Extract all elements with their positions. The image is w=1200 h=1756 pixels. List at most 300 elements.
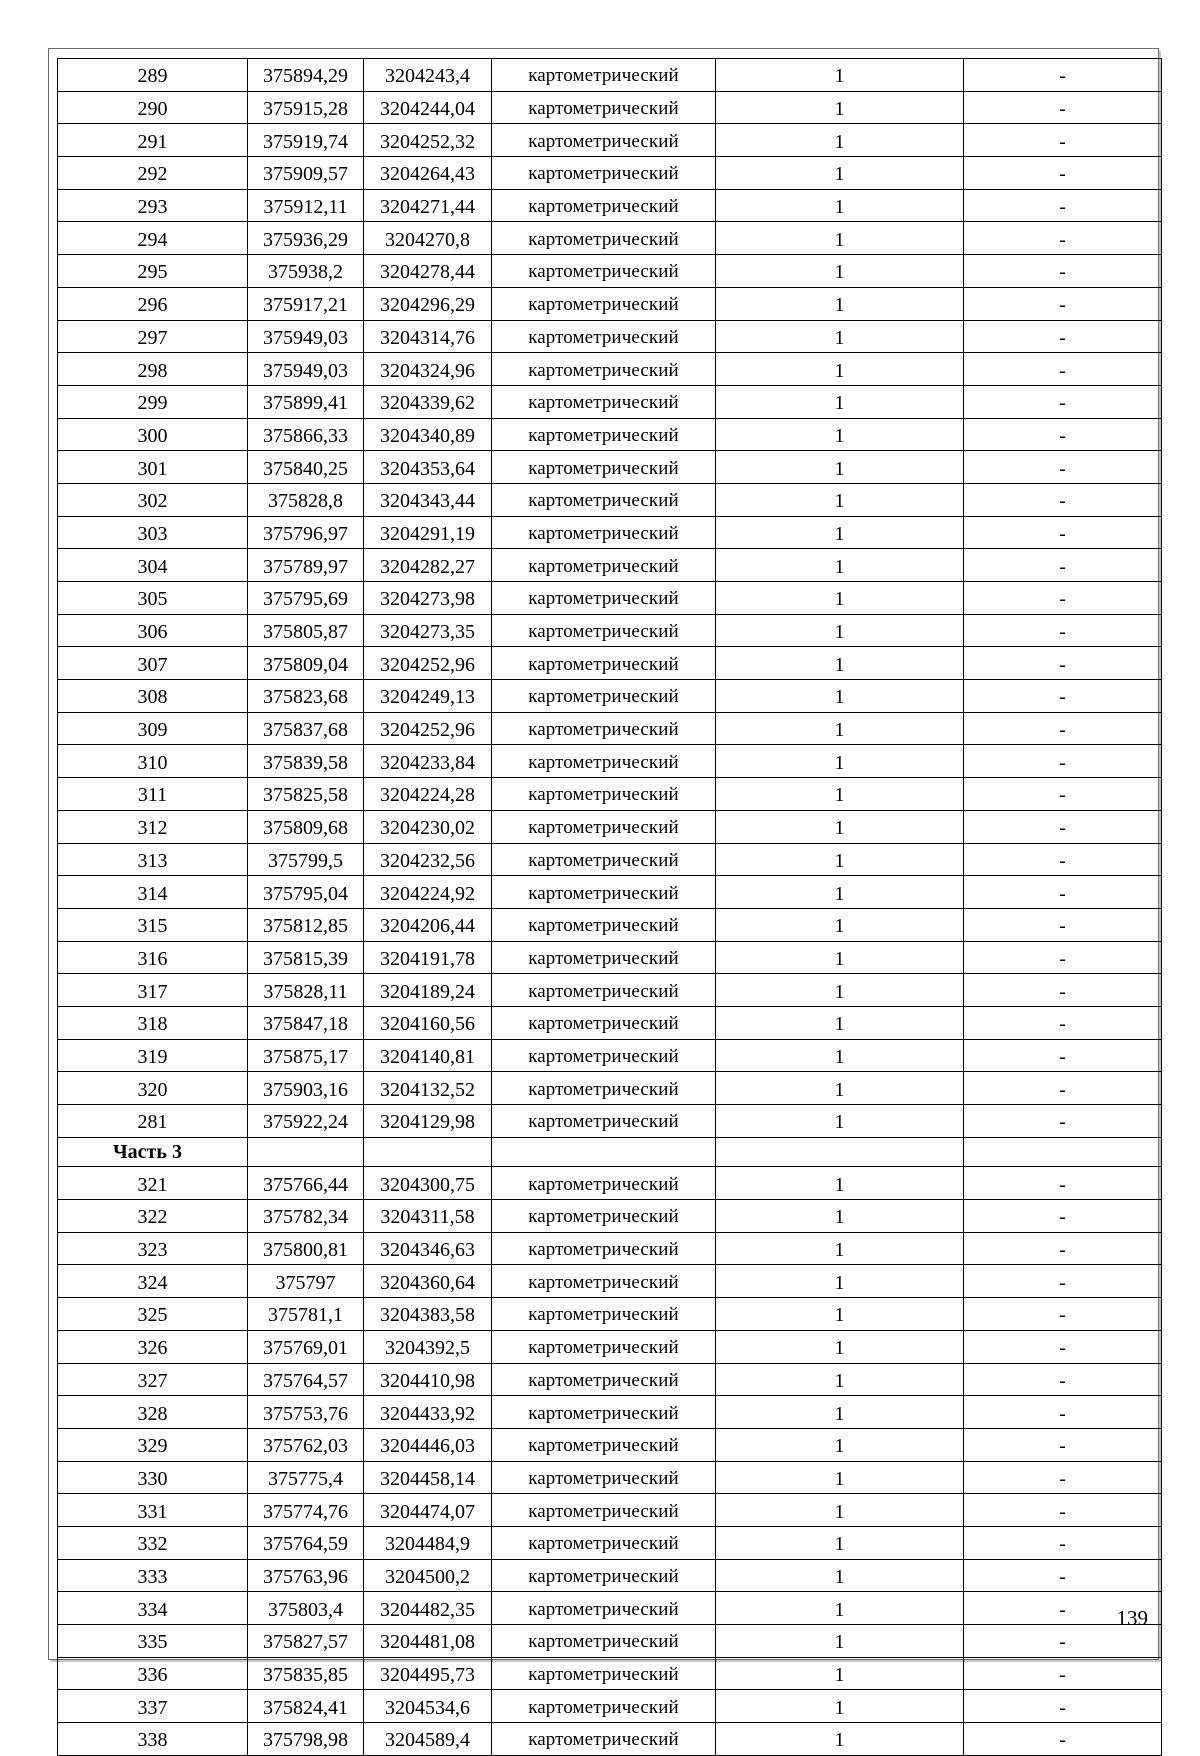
- method-cell: картометрический: [492, 843, 716, 876]
- table-row: [58, 810, 1162, 843]
- point-number-cell: 319: [58, 1039, 248, 1072]
- point-number-cell: 323: [58, 1232, 248, 1265]
- y-coordinate-cell: 3204484,9: [364, 1526, 492, 1559]
- method-cell: картометрический: [492, 810, 716, 843]
- precision-cell: 1: [716, 353, 964, 386]
- method-cell: картометрический: [492, 1105, 716, 1138]
- precision-cell: 1: [716, 647, 964, 680]
- y-coordinate-cell: 3204343,44: [364, 483, 492, 516]
- point-number-cell: 305: [58, 582, 248, 615]
- point-number-cell: 331: [58, 1494, 248, 1527]
- x-coordinate-cell: 375789,97: [248, 549, 364, 582]
- y-coordinate-cell: 3204340,89: [364, 418, 492, 451]
- y-coordinate-cell: 3204264,43: [364, 157, 492, 190]
- x-coordinate-cell: 375796,97: [248, 516, 364, 549]
- description-cell: -: [964, 451, 1162, 484]
- x-coordinate-cell: 375922,24: [248, 1105, 364, 1138]
- description-cell: -: [964, 1396, 1162, 1429]
- point-number-cell: 316: [58, 941, 248, 974]
- y-coordinate-cell: 3204392,5: [364, 1330, 492, 1363]
- x-coordinate-cell: 375764,57: [248, 1363, 364, 1396]
- precision-cell: 1: [716, 810, 964, 843]
- table-row: [58, 1690, 1162, 1723]
- method-cell: картометрический: [492, 483, 716, 516]
- x-coordinate-cell: 375909,57: [248, 157, 364, 190]
- x-coordinate-cell: 375912,11: [248, 189, 364, 222]
- y-coordinate-cell: 3204324,96: [364, 353, 492, 386]
- point-number-cell: 293: [58, 189, 248, 222]
- table-row: [58, 712, 1162, 745]
- precision-cell: 1: [716, 614, 964, 647]
- method-cell: картометрический: [492, 647, 716, 680]
- method-cell: картометрический: [492, 549, 716, 582]
- table-row: [58, 778, 1162, 811]
- method-cell: картометрический: [492, 1363, 716, 1396]
- description-cell: -: [964, 745, 1162, 778]
- table-row: [58, 59, 1162, 92]
- description-cell: -: [964, 1625, 1162, 1658]
- table-row: [58, 1428, 1162, 1461]
- precision-cell: 1: [716, 582, 964, 615]
- description-cell: -: [964, 1072, 1162, 1105]
- method-cell: картометрический: [492, 614, 716, 647]
- precision-cell: 1: [716, 320, 964, 353]
- method-cell: картометрический: [492, 1723, 716, 1756]
- description-cell: -: [964, 1200, 1162, 1233]
- table-row: [58, 91, 1162, 124]
- y-coordinate-cell: 3204140,81: [364, 1039, 492, 1072]
- table-row: [58, 549, 1162, 582]
- table-row: [58, 1526, 1162, 1559]
- x-coordinate-cell: 375809,68: [248, 810, 364, 843]
- point-number-cell: 289: [58, 59, 248, 92]
- x-coordinate-cell: 375840,25: [248, 451, 364, 484]
- table-row: [58, 941, 1162, 974]
- method-cell: картометрический: [492, 1167, 716, 1200]
- point-number-cell: 318: [58, 1006, 248, 1039]
- table-row: [58, 1006, 1162, 1039]
- method-cell: картометрический: [492, 91, 716, 124]
- point-number-cell: 334: [58, 1592, 248, 1625]
- description-cell: -: [964, 1105, 1162, 1138]
- table-row: [58, 1265, 1162, 1298]
- precision-cell: 1: [716, 941, 964, 974]
- description-cell: -: [964, 908, 1162, 941]
- description-cell: -: [964, 680, 1162, 713]
- point-number-cell: 309: [58, 712, 248, 745]
- x-coordinate-cell: 375894,29: [248, 59, 364, 92]
- y-coordinate-cell: 3204132,52: [364, 1072, 492, 1105]
- x-coordinate-cell: 375798,98: [248, 1723, 364, 1756]
- x-coordinate-cell: 375797: [248, 1265, 364, 1298]
- x-coordinate-cell: 375762,03: [248, 1428, 364, 1461]
- x-coordinate-cell: 375915,28: [248, 91, 364, 124]
- x-coordinate-cell: 375938,2: [248, 255, 364, 288]
- table-row: [58, 1039, 1162, 1072]
- y-coordinate-cell: 3204270,8: [364, 222, 492, 255]
- y-coordinate-cell: 3204433,92: [364, 1396, 492, 1429]
- description-cell: -: [964, 1723, 1162, 1756]
- precision-cell: 1: [716, 1105, 964, 1138]
- method-cell: картометрический: [492, 1200, 716, 1233]
- y-coordinate-cell: 3204482,35: [364, 1592, 492, 1625]
- y-coordinate-cell: 3204233,84: [364, 745, 492, 778]
- point-number-cell: 317: [58, 974, 248, 1007]
- precision-cell: 1: [716, 1625, 964, 1658]
- page-number: 139: [1116, 1606, 1148, 1630]
- description-cell: -: [964, 157, 1162, 190]
- x-coordinate-cell: 375899,41: [248, 385, 364, 418]
- description-cell: -: [964, 1428, 1162, 1461]
- description-cell: -: [964, 712, 1162, 745]
- method-cell: картометрический: [492, 1265, 716, 1298]
- x-coordinate-cell: 375919,74: [248, 124, 364, 157]
- x-coordinate-cell: 375839,58: [248, 745, 364, 778]
- point-number-cell: 297: [58, 320, 248, 353]
- precision-cell: 1: [716, 1723, 964, 1756]
- x-coordinate-cell: 375809,04: [248, 647, 364, 680]
- y-coordinate-cell: 3204353,64: [364, 451, 492, 484]
- point-number-cell: 302: [58, 483, 248, 516]
- point-number-cell: 295: [58, 255, 248, 288]
- description-cell: -: [964, 1039, 1162, 1072]
- precision-cell: 1: [716, 418, 964, 451]
- y-coordinate-cell: 3204273,35: [364, 614, 492, 647]
- method-cell: картометрический: [492, 1232, 716, 1265]
- precision-cell: 1: [716, 745, 964, 778]
- table-row: [58, 1461, 1162, 1494]
- table-row: [58, 680, 1162, 713]
- description-cell: -: [964, 876, 1162, 909]
- precision-cell: 1: [716, 1167, 964, 1200]
- description-cell: -: [964, 1461, 1162, 1494]
- method-cell: картометрический: [492, 778, 716, 811]
- description-cell: -: [964, 843, 1162, 876]
- table-row: [58, 1363, 1162, 1396]
- table-row: [58, 1330, 1162, 1363]
- precision-cell: 1: [716, 1396, 964, 1429]
- precision-cell: 1: [716, 157, 964, 190]
- x-coordinate-cell: 375764,59: [248, 1526, 364, 1559]
- description-cell: -: [964, 778, 1162, 811]
- table-row: [58, 255, 1162, 288]
- y-coordinate-cell: 3204383,58: [364, 1298, 492, 1331]
- x-coordinate-cell: 375936,29: [248, 222, 364, 255]
- y-coordinate-cell: 3204224,92: [364, 876, 492, 909]
- table-row: [58, 974, 1162, 1007]
- precision-cell: 1: [716, 974, 964, 1007]
- y-coordinate-cell: 3204129,98: [364, 1105, 492, 1138]
- method-cell: картометрический: [492, 59, 716, 92]
- point-number-cell: 294: [58, 222, 248, 255]
- method-cell: картометрический: [492, 1625, 716, 1658]
- table-row: [58, 385, 1162, 418]
- point-number-cell: 303: [58, 516, 248, 549]
- table-row: [58, 843, 1162, 876]
- precision-cell: 1: [716, 255, 964, 288]
- method-cell: картометрический: [492, 876, 716, 909]
- table-row: [58, 287, 1162, 320]
- description-cell: -: [964, 59, 1162, 92]
- table-row: [58, 1298, 1162, 1331]
- x-coordinate-cell: 375769,01: [248, 1330, 364, 1363]
- method-cell: картометрический: [492, 1006, 716, 1039]
- x-coordinate-cell: 375774,76: [248, 1494, 364, 1527]
- x-coordinate-cell: 375903,16: [248, 1072, 364, 1105]
- y-coordinate-cell: 3204311,58: [364, 1200, 492, 1233]
- description-cell: -: [964, 222, 1162, 255]
- point-number-cell: 313: [58, 843, 248, 876]
- method-cell: картометрический: [492, 745, 716, 778]
- precision-cell: 1: [716, 124, 964, 157]
- y-coordinate-cell: 3204191,78: [364, 941, 492, 974]
- table-row: [58, 908, 1162, 941]
- y-coordinate-cell: 3204446,03: [364, 1428, 492, 1461]
- empty-cell: [716, 1137, 964, 1167]
- method-cell: картометрический: [492, 1461, 716, 1494]
- description-cell: -: [964, 941, 1162, 974]
- y-coordinate-cell: 3204252,96: [364, 712, 492, 745]
- description-cell: -: [964, 549, 1162, 582]
- y-coordinate-cell: 3204589,4: [364, 1723, 492, 1756]
- y-coordinate-cell: 3204291,19: [364, 516, 492, 549]
- method-cell: картометрический: [492, 157, 716, 190]
- precision-cell: 1: [716, 1559, 964, 1592]
- precision-cell: 1: [716, 908, 964, 941]
- description-cell: -: [964, 1265, 1162, 1298]
- precision-cell: 1: [716, 1039, 964, 1072]
- precision-cell: 1: [716, 1526, 964, 1559]
- table-row: [58, 189, 1162, 222]
- x-coordinate-cell: 375827,57: [248, 1625, 364, 1658]
- precision-cell: 1: [716, 222, 964, 255]
- table-row: [58, 124, 1162, 157]
- precision-cell: 1: [716, 516, 964, 549]
- y-coordinate-cell: 3204244,04: [364, 91, 492, 124]
- point-number-cell: 307: [58, 647, 248, 680]
- point-number-cell: 298: [58, 353, 248, 386]
- point-number-cell: 321: [58, 1167, 248, 1200]
- method-cell: картометрический: [492, 516, 716, 549]
- point-number-cell: 281: [58, 1105, 248, 1138]
- description-cell: -: [964, 1006, 1162, 1039]
- table-row: [58, 1232, 1162, 1265]
- y-coordinate-cell: 3204252,96: [364, 647, 492, 680]
- precision-cell: 1: [716, 1363, 964, 1396]
- precision-cell: 1: [716, 385, 964, 418]
- y-coordinate-cell: 3204339,62: [364, 385, 492, 418]
- x-coordinate-cell: 375847,18: [248, 1006, 364, 1039]
- description-cell: -: [964, 1298, 1162, 1331]
- x-coordinate-cell: 375800,81: [248, 1232, 364, 1265]
- x-coordinate-cell: 375812,85: [248, 908, 364, 941]
- precision-cell: 1: [716, 1428, 964, 1461]
- point-number-cell: 335: [58, 1625, 248, 1658]
- description-cell: -: [964, 91, 1162, 124]
- point-number-cell: 301: [58, 451, 248, 484]
- y-coordinate-cell: 3204282,27: [364, 549, 492, 582]
- method-cell: картометрический: [492, 1298, 716, 1331]
- description-cell: -: [964, 1232, 1162, 1265]
- method-cell: картометрический: [492, 582, 716, 615]
- x-coordinate-cell: 375824,41: [248, 1690, 364, 1723]
- empty-cell: [964, 1137, 1162, 1167]
- description-cell: -: [964, 1592, 1162, 1625]
- method-cell: картометрический: [492, 1428, 716, 1461]
- y-coordinate-cell: 3204346,63: [364, 1232, 492, 1265]
- table-row: [58, 1657, 1162, 1690]
- precision-cell: 1: [716, 1265, 964, 1298]
- x-coordinate-cell: 375949,03: [248, 320, 364, 353]
- description-cell: -: [964, 124, 1162, 157]
- method-cell: картометрический: [492, 1559, 716, 1592]
- empty-cell: [248, 1137, 364, 1167]
- point-number-cell: 322: [58, 1200, 248, 1233]
- point-number-cell: 312: [58, 810, 248, 843]
- y-coordinate-cell: 3204243,4: [364, 59, 492, 92]
- y-coordinate-cell: 3204410,98: [364, 1363, 492, 1396]
- table-row: [58, 1559, 1162, 1592]
- point-number-cell: 315: [58, 908, 248, 941]
- point-number-cell: 330: [58, 1461, 248, 1494]
- precision-cell: 1: [716, 1298, 964, 1331]
- description-cell: -: [964, 1167, 1162, 1200]
- x-coordinate-cell: 375775,4: [248, 1461, 364, 1494]
- x-coordinate-cell: 375828,8: [248, 483, 364, 516]
- table-row: [58, 647, 1162, 680]
- table-row: [58, 1105, 1162, 1138]
- description-cell: -: [964, 189, 1162, 222]
- x-coordinate-cell: 375837,68: [248, 712, 364, 745]
- method-cell: картометрический: [492, 974, 716, 1007]
- description-cell: -: [964, 255, 1162, 288]
- method-cell: картометрический: [492, 1330, 716, 1363]
- y-coordinate-cell: 3204500,2: [364, 1559, 492, 1592]
- precision-cell: 1: [716, 843, 964, 876]
- table-row: [58, 876, 1162, 909]
- method-cell: картометрический: [492, 451, 716, 484]
- precision-cell: 1: [716, 287, 964, 320]
- x-coordinate-cell: 375766,44: [248, 1167, 364, 1200]
- y-coordinate-cell: 3204534,6: [364, 1690, 492, 1723]
- precision-cell: 1: [716, 91, 964, 124]
- y-coordinate-cell: 3204481,08: [364, 1625, 492, 1658]
- point-number-cell: 311: [58, 778, 248, 811]
- y-coordinate-cell: 3204474,07: [364, 1494, 492, 1527]
- section-label: Часть 3: [58, 1137, 248, 1167]
- y-coordinate-cell: 3204230,02: [364, 810, 492, 843]
- table-row: [58, 1167, 1162, 1200]
- precision-cell: 1: [716, 1072, 964, 1105]
- table-row: [58, 1396, 1162, 1429]
- description-cell: -: [964, 287, 1162, 320]
- precision-cell: 1: [716, 680, 964, 713]
- table-row: [58, 451, 1162, 484]
- method-cell: картометрический: [492, 1592, 716, 1625]
- precision-cell: 1: [716, 1006, 964, 1039]
- x-coordinate-cell: 375828,11: [248, 974, 364, 1007]
- method-cell: картометрический: [492, 1690, 716, 1723]
- point-number-cell: 292: [58, 157, 248, 190]
- table-row: [58, 483, 1162, 516]
- description-cell: -: [964, 1559, 1162, 1592]
- x-coordinate-cell: 375805,87: [248, 614, 364, 647]
- table-row: [58, 1723, 1162, 1756]
- description-cell: -: [964, 1494, 1162, 1527]
- precision-cell: 1: [716, 1494, 964, 1527]
- method-cell: картометрический: [492, 287, 716, 320]
- precision-cell: 1: [716, 1330, 964, 1363]
- point-number-cell: 326: [58, 1330, 248, 1363]
- description-cell: -: [964, 1363, 1162, 1396]
- precision-cell: 1: [716, 451, 964, 484]
- y-coordinate-cell: 3204206,44: [364, 908, 492, 941]
- description-cell: -: [964, 385, 1162, 418]
- table-row: [58, 1200, 1162, 1233]
- method-cell: картометрический: [492, 1396, 716, 1429]
- x-coordinate-cell: 375781,1: [248, 1298, 364, 1331]
- x-coordinate-cell: 375823,68: [248, 680, 364, 713]
- x-coordinate-cell: 375803,4: [248, 1592, 364, 1625]
- method-cell: картометрический: [492, 1494, 716, 1527]
- method-cell: картометрический: [492, 941, 716, 974]
- table-row: [58, 614, 1162, 647]
- method-cell: картометрический: [492, 385, 716, 418]
- y-coordinate-cell: 3204495,73: [364, 1657, 492, 1690]
- section-row: [58, 1137, 1162, 1167]
- description-cell: -: [964, 1330, 1162, 1363]
- empty-cell: [364, 1137, 492, 1167]
- description-cell: -: [964, 974, 1162, 1007]
- precision-cell: 1: [716, 189, 964, 222]
- point-number-cell: 320: [58, 1072, 248, 1105]
- point-number-cell: 328: [58, 1396, 248, 1429]
- point-number-cell: 299: [58, 385, 248, 418]
- table-row: [58, 1494, 1162, 1527]
- table-row: [58, 516, 1162, 549]
- description-cell: -: [964, 1690, 1162, 1723]
- point-number-cell: 290: [58, 91, 248, 124]
- precision-cell: 1: [716, 1461, 964, 1494]
- point-number-cell: 329: [58, 1428, 248, 1461]
- method-cell: картометрический: [492, 680, 716, 713]
- point-number-cell: 336: [58, 1657, 248, 1690]
- point-number-cell: 308: [58, 680, 248, 713]
- point-number-cell: 300: [58, 418, 248, 451]
- x-coordinate-cell: 375763,96: [248, 1559, 364, 1592]
- precision-cell: 1: [716, 483, 964, 516]
- y-coordinate-cell: 3204278,44: [364, 255, 492, 288]
- table-body: [58, 59, 1162, 1756]
- x-coordinate-cell: 375875,17: [248, 1039, 364, 1072]
- y-coordinate-cell: 3204314,76: [364, 320, 492, 353]
- y-coordinate-cell: 3204458,14: [364, 1461, 492, 1494]
- method-cell: картометрический: [492, 908, 716, 941]
- description-cell: -: [964, 418, 1162, 451]
- point-number-cell: 291: [58, 124, 248, 157]
- precision-cell: 1: [716, 549, 964, 582]
- x-coordinate-cell: 375795,04: [248, 876, 364, 909]
- x-coordinate-cell: 375782,34: [248, 1200, 364, 1233]
- description-cell: -: [964, 353, 1162, 386]
- point-number-cell: 296: [58, 287, 248, 320]
- y-coordinate-cell: 3204252,32: [364, 124, 492, 157]
- description-cell: -: [964, 1526, 1162, 1559]
- method-cell: картометрический: [492, 418, 716, 451]
- point-number-cell: 332: [58, 1526, 248, 1559]
- table-row: [58, 1625, 1162, 1658]
- y-coordinate-cell: 3204273,98: [364, 582, 492, 615]
